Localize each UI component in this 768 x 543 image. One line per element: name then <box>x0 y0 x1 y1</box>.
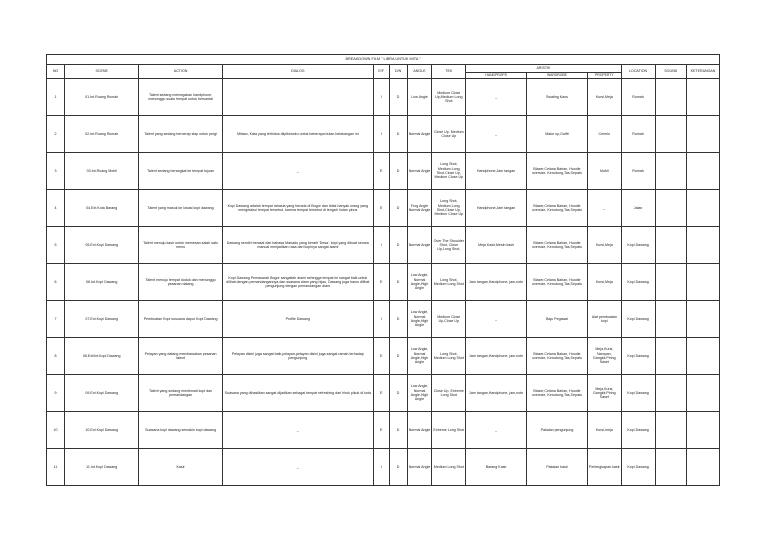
cell-action: Pelayan yang datang membawakan pesanan talent <box>139 338 222 375</box>
cell-handprops: Jam tangan,Handphone, jam,note <box>466 375 527 412</box>
cell-dn: D <box>389 116 407 153</box>
cell-location: Kopi Dawang <box>621 227 655 264</box>
cell-no: 4 <box>47 190 65 227</box>
col-header-artistik: ARISTIK <box>466 65 622 73</box>
cell-keterangan <box>687 190 720 227</box>
cell-dialog: _ <box>222 449 373 486</box>
table-row <box>47 227 720 264</box>
cell-keterangan <box>687 449 720 486</box>
cell-handprops: _ <box>466 412 527 449</box>
cell-scene: 09.Ext.Kopi Dawang <box>65 375 139 412</box>
cell-property: Kursi,Meja <box>587 79 621 116</box>
cell-keterangan <box>687 227 720 264</box>
col-header-tek: TEK <box>432 65 466 79</box>
cell-ef: I <box>373 301 389 338</box>
cell-wardrobe: Blazer,Celana Bahan, Hoodie oversize, Kerudung,Tas,Sepatu <box>527 227 588 264</box>
cell-dialog: Dawang sendiri berasal dari bahasa Manado yang berarti 'Desa', kopi yang dibuat secara manual menjadikan rasa dari kopinya sangat alami <box>222 227 373 264</box>
cell-tek: Long Shot, Medium Long Shot,Close Up, Medium Close Up <box>432 190 466 227</box>
cell-sound <box>655 449 687 486</box>
cell-scene: 10.Ext.Kopi Dawang <box>65 412 139 449</box>
cell-dn: D <box>389 264 407 301</box>
sheet-title: BREAKDOWN FILM " LIBRA UNTUK MITA " <box>47 55 720 65</box>
cell-dn: D <box>389 190 407 227</box>
breakdown-table <box>46 54 720 486</box>
cell-tek: Extreme Long Shot <box>432 412 466 449</box>
cell-ef: I <box>373 449 389 486</box>
cell-sound <box>655 375 687 412</box>
cell-dialog: Kopi Dawang Pemasarah Bogor sangatlah alami sehingga tempat ini sangat baik untuk dilihat dengan pemandangannya dan suasana alam yang hijau, Dawang juga harus dilihat pengunjung dengan pemandangan alam <box>222 264 373 301</box>
cell-tek: Medium Close Up,Close Up <box>432 301 466 338</box>
cell-scene: 11.Int.Kopi Dawang <box>65 449 139 486</box>
cell-handprops: _ <box>466 301 527 338</box>
cell-handprops: _ <box>466 116 527 153</box>
cell-keterangan <box>687 412 720 449</box>
cell-action: Talent sedang memegakan handphone, menunggu suatu tempat untuk bersantai <box>139 79 222 116</box>
cell-keterangan <box>687 116 720 153</box>
cell-tek: Over The Shoulder Shot, Close Up,Long Shot, <box>432 227 466 264</box>
cell-no: 6 <box>47 264 65 301</box>
col-header-keterangan: KETERANGAN <box>687 65 720 79</box>
cell-handprops: Jam tangan,Handphone, jam,note <box>466 338 527 375</box>
cell-location: Rumah <box>621 116 655 153</box>
cell-tek: Close Up, Extreme Long Shot <box>432 375 466 412</box>
cell-property: Alat pembuatan kopi <box>587 301 621 338</box>
cell-scene: 03.Int.Ruang Mobil <box>65 153 139 190</box>
cell-angle: Low Angle <box>407 79 432 116</box>
cell-ef: E <box>373 153 389 190</box>
cell-keterangan <box>687 375 720 412</box>
cell-dialog: _ <box>222 153 373 190</box>
cell-tek: Long Shot, Medium Long Shot <box>432 338 466 375</box>
cell-action: Talent sedang berangkat ke tempat tujuan <box>139 153 222 190</box>
cell-scene: 08.Ext/Int.Kopi Dawang <box>65 338 139 375</box>
cell-scene: 04.Ext.Kota Barang <box>65 190 139 227</box>
cell-keterangan <box>687 301 720 338</box>
table-row <box>47 264 720 301</box>
cell-angle: Low Angle, Normal Angle,High Angle <box>407 338 432 375</box>
cell-tek: Medium Long Shot <box>432 449 466 486</box>
cell-location: Kopi Dawang <box>621 264 655 301</box>
cell-dn: D <box>389 227 407 264</box>
table-row <box>47 79 720 116</box>
cell-angle: Normal Angle <box>407 116 432 153</box>
cell-dn: D <box>389 153 407 190</box>
cell-property: Meja,Kursi, Nampan, Gangkir,Piring Saset <box>587 338 621 375</box>
cell-handprops: Handphone,Jam tangan <box>466 190 527 227</box>
cell-location: Rumah <box>621 79 655 116</box>
cell-handprops: Handphone,Jam tangan <box>466 153 527 190</box>
table-row <box>47 116 720 153</box>
cell-sound <box>655 79 687 116</box>
cell-location: Kopi Dawang <box>621 449 655 486</box>
cell-property: Mobil <box>587 153 621 190</box>
cell-action: Suasana kopi dawang semakin kopi dawang <box>139 412 222 449</box>
table-row <box>47 153 720 190</box>
cell-dialog: Profile Dawang <box>222 301 373 338</box>
col-header-action: ACTION <box>139 65 222 79</box>
cell-scene: 05.Ext.Kopi Dawang <box>65 227 139 264</box>
cell-ef: I <box>373 79 389 116</box>
cell-property: Kursi,Meja <box>587 227 621 264</box>
cell-action: Talent menuju tempat duduk dan menunggu pesanan datang <box>139 264 222 301</box>
col-header-location: LOCATION <box>621 65 655 79</box>
cell-sound <box>655 190 687 227</box>
cell-property: Meja,Kursi, Gangkir,Piring Saset <box>587 375 621 412</box>
cell-dn: D <box>389 301 407 338</box>
cell-action: Pembuatan Kopi susuana dapur Kopi Dawang <box>139 301 222 338</box>
cell-dn: D <box>389 449 407 486</box>
cell-angle: Low Angle, Normal Angle,High Angle <box>407 301 432 338</box>
cell-tek: Medium Close Up,Medium Long Shot <box>432 79 466 116</box>
cell-dialog <box>222 79 373 116</box>
cell-ef: E <box>373 190 389 227</box>
cell-wardrobe: Blazer,Celana Bahan, Hoodie oversize, Kerudung,Tas,Sepatu <box>527 338 588 375</box>
cell-property: Perlengkapan kasir <box>587 449 621 486</box>
cell-action: Talent menuju kasir untuk memesan salah satu menu <box>139 227 222 264</box>
cell-property: Kursi,meja <box>587 412 621 449</box>
cell-wardrobe: Blazer,Celana Bahan, Hoodie oversize, Kerudung,Tas,Sepatu <box>527 264 588 301</box>
cell-angle: Low Angle, Normal Angle,High Angle <box>407 375 432 412</box>
cell-wardrobe: Baju Pegawai <box>527 301 588 338</box>
cell-property: _ <box>587 190 621 227</box>
cell-keterangan <box>687 79 720 116</box>
cell-no: 5 <box>47 227 65 264</box>
cell-angle: Normal Angle <box>407 227 432 264</box>
cell-location: Kopi Dawang <box>621 412 655 449</box>
cell-ef: I <box>373 116 389 153</box>
cell-keterangan <box>687 338 720 375</box>
table-row <box>47 338 720 375</box>
col-header-scene: SCENE <box>65 65 139 79</box>
col-header-ef: E/F <box>373 65 389 79</box>
cell-handprops: _ <box>466 79 527 116</box>
cell-property: Kursi,Meja <box>587 264 621 301</box>
cell-action: Talent yang masuk ke lokasi kopi dawang <box>139 190 222 227</box>
col-header-no: NO <box>47 65 65 79</box>
cell-handprops: Barang Kasir <box>466 449 527 486</box>
cell-ef: E <box>373 338 389 375</box>
cell-angle: Normal Angle <box>407 449 432 486</box>
cell-tek: Close Up, Medium Close Up <box>432 116 466 153</box>
cell-sound <box>655 301 687 338</box>
cell-wardrobe: Blazer,Celana Bahan, Hoodie oversize, Kerudung,Tas,Sepatu <box>527 375 588 412</box>
cell-no: 7 <box>47 301 65 338</box>
cell-scene: 01.Int.Ruang Rumah <box>65 79 139 116</box>
cell-angle: Normal Angle <box>407 153 432 190</box>
cell-ef: I <box>373 227 389 264</box>
cell-location: Kopi Dawang <box>621 375 655 412</box>
cell-ef: E <box>373 375 389 412</box>
col-header-handprops: HANDPROPS <box>466 73 527 79</box>
cell-wardrobe: Swating Kaos <box>527 79 588 116</box>
cell-sound <box>655 116 687 153</box>
cell-scene: 02.Int.Ruang Rumah <box>65 116 139 153</box>
cell-dialog: Kopi Dawang adalah tempat rahasia yang berada di Bogor dan tidak banyak orang yang mengetahui tempat tersebut, karena tempat tersebut di tengah hutan pinus <box>222 190 373 227</box>
cell-wardrobe: Blazer,Celana Bahan, Hoodie oversize, Kerudung,Tas,Sepatu <box>527 190 588 227</box>
col-header-angle: ANGLE <box>407 65 432 79</box>
cell-location: Kopi Dawang <box>621 338 655 375</box>
col-header-dn: D/N <box>389 65 407 79</box>
cell-property: Cermin <box>587 116 621 153</box>
cell-action: Kasir <box>139 449 222 486</box>
cell-dn: D <box>389 412 407 449</box>
col-header-wardrobe: WARDROBE <box>527 73 588 79</box>
table-row <box>47 375 720 412</box>
cell-dialog: _ <box>222 412 373 449</box>
cell-angle: Normal Angle <box>407 412 432 449</box>
table-body <box>47 79 720 486</box>
cell-location: Jalan <box>621 190 655 227</box>
cell-dn: D <box>389 79 407 116</box>
cell-ef: E <box>373 264 389 301</box>
cell-tek: Long Shot, Medium Long Shot <box>432 264 466 301</box>
cell-dialog: Suasana yang dihasilkan sangat dijadikan sebagai tempat refreshing dari hiruk pikuk di kota <box>222 375 373 412</box>
cell-sound <box>655 264 687 301</box>
cell-wardrobe: Pakaian kasir <box>527 449 588 486</box>
cell-sound <box>655 338 687 375</box>
cell-wardrobe: Blazer,Celana Bahan, Hoodie oversize, Kerudung,Tas,Sepatu <box>527 153 588 190</box>
cell-no: 2 <box>47 116 65 153</box>
cell-keterangan <box>687 264 720 301</box>
cell-angle: Frog Angle Normal Angle <box>407 190 432 227</box>
col-header-dialog: DIALOG <box>222 65 373 79</box>
cell-handprops: Jam tangan,Handphone, jam,note <box>466 264 527 301</box>
table-row <box>47 190 720 227</box>
cell-scene: 06.Int.Kopi Dawang <box>65 264 139 301</box>
cell-dn: D <box>389 375 407 412</box>
cell-no: 3 <box>47 153 65 190</box>
cell-angle: Low Angle, Normal Angle,High Angle <box>407 264 432 301</box>
cell-dialog: Mitaso, Kata yang terhidus diipikiranku untuk beberapa bulan belakangan ini <box>222 116 373 153</box>
col-header-property: PROPERTY <box>587 73 621 79</box>
cell-location: Kopi Dawang <box>621 301 655 338</box>
cell-no: 8 <box>47 338 65 375</box>
col-header-sound: SOUND <box>655 65 687 79</box>
cell-location: Rumah <box>621 153 655 190</box>
cell-action: Talent yang sedang bercerap siap untuk pergi <box>139 116 222 153</box>
cell-action: Talent yang sedang menikmati kopi dan pemandangan <box>139 375 222 412</box>
cell-sound <box>655 227 687 264</box>
table-row <box>47 301 720 338</box>
cell-no: 11 <box>47 449 65 486</box>
cell-ef: E <box>373 412 389 449</box>
cell-no: 1 <box>47 79 65 116</box>
cell-dn: D <box>389 338 407 375</box>
cell-sound <box>655 412 687 449</box>
cell-wardrobe: Pakaian pengunjung <box>527 412 588 449</box>
cell-tek: Long Shot, Medium Long Shot,Close Up, Medium Close Up <box>432 153 466 190</box>
cell-no: 9 <box>47 375 65 412</box>
cell-scene: 07.Ext.Kopi Dawang <box>65 301 139 338</box>
cell-dialog: Pelayan disini juga sangat baik,pelayan-pelayan disini juga sangat ramah terhadap pengunjung <box>222 338 373 375</box>
table-row <box>47 412 720 449</box>
cell-keterangan <box>687 153 720 190</box>
cell-wardrobe: Make up,Outfit <box>527 116 588 153</box>
cell-no: 10 <box>47 412 65 449</box>
cell-sound <box>655 153 687 190</box>
table-row <box>47 449 720 486</box>
cell-handprops: Meja Kasir,Mesin kasir <box>466 227 527 264</box>
